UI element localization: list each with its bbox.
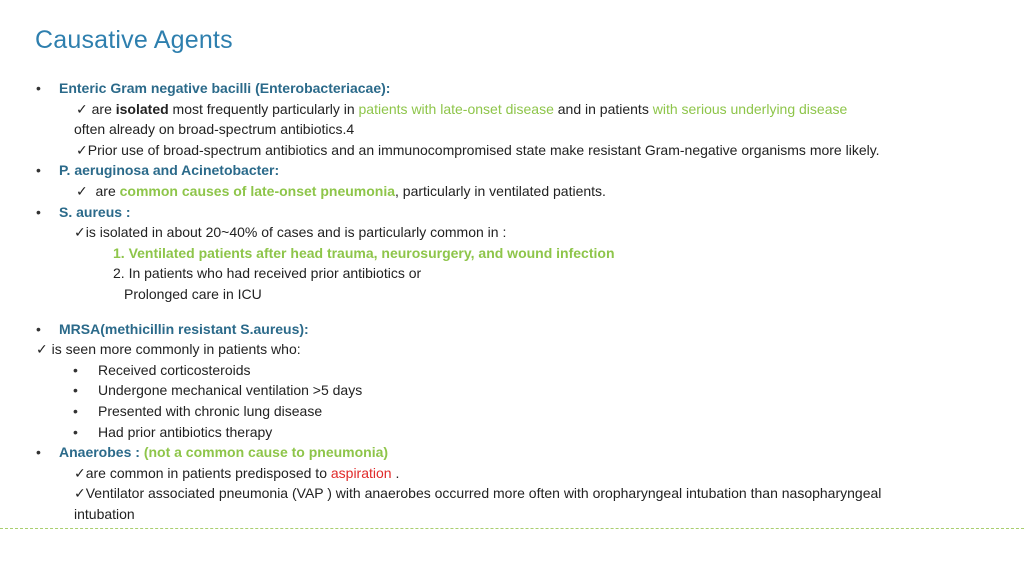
list-item: Presented with chronic lung disease — [98, 402, 323, 419]
anaerobes-note: (not a common cause to pneumonia) — [143, 444, 389, 461]
mrsa-item — [0, 401, 1024, 422]
mrsa-item — [0, 422, 1024, 443]
text: intubation — [74, 505, 135, 522]
text: Prior use of broad-spectrum antibiotics and an immunocompromised state make resistant Gram-negative organisms more likely. — [87, 141, 880, 158]
mrsa-item — [0, 380, 1024, 401]
highlight-text: common causes of late-onset pneumonia — [119, 182, 396, 199]
bullet-dot: • — [36, 162, 41, 179]
list-item: Received corticosteroids — [98, 361, 251, 378]
anaerobes-line-2 — [0, 483, 1024, 504]
bullet-dot: • — [73, 361, 78, 378]
saureus-heading: S. aureus : — [59, 203, 131, 220]
anaerobes-line-3 — [0, 504, 1024, 525]
bullet-saureus — [0, 202, 1024, 223]
highlight-text: with serious underlying disease — [652, 100, 848, 117]
check-icon: ✓ — [76, 182, 88, 199]
enteric-line-3 — [0, 140, 1024, 161]
text: are — [87, 100, 116, 117]
paeruginosa-heading: P. aeruginosa and Acinetobacter: — [59, 162, 280, 179]
text: 2. In patients who had received prior antibiotics or — [113, 265, 422, 282]
enteric-heading: Enteric Gram negative bacilli (Enterobacteriacae): — [59, 80, 391, 96]
bullet-dot: • — [73, 382, 78, 399]
list-item: Had prior antibiotics therapy — [98, 423, 273, 440]
check-icon: ✓ — [76, 141, 88, 158]
text: Ventilator associated pneumonia (VAP ) with anaerobes occurred more often with oropharyngeal intubation than nasopharyngeal — [85, 485, 882, 502]
check-icon: ✓ — [74, 224, 86, 241]
anaerobes-line-1 — [0, 463, 1024, 484]
footer-divider — [0, 528, 1024, 529]
bullet-dot: • — [73, 402, 78, 419]
text: and in patients — [553, 100, 653, 117]
text: . — [391, 464, 400, 481]
anaerobes-heading: Anaerobes : — [59, 444, 144, 461]
highlight-text: aspiration — [330, 464, 392, 481]
check-icon: ✓ — [76, 100, 88, 117]
bullet-dot: • — [36, 444, 41, 461]
text: Prolonged care in ICU — [124, 285, 262, 302]
bullet-mrsa — [0, 319, 1024, 340]
mrsa-item — [0, 360, 1024, 381]
bullet-dot: • — [73, 423, 78, 440]
bullet-dot: • — [36, 320, 41, 337]
bullet-enteric — [0, 78, 1024, 99]
enteric-line-1 — [0, 99, 1024, 120]
check-icon: ✓ — [74, 464, 86, 481]
bullet-dot: • — [36, 203, 41, 220]
text: often already on broad-spectrum antibiotics.4 — [74, 121, 355, 138]
text: , particularly in ventilated patients. — [395, 182, 606, 199]
mrsa-line-1 — [0, 339, 1024, 360]
saureus-item-2 — [0, 263, 1024, 284]
bullet-anaerobes — [0, 442, 1024, 463]
enteric-line-2 — [0, 119, 1024, 140]
slide-content — [0, 78, 1024, 524]
mrsa-heading: MRSA(methicillin resistant S.aureus): — [59, 320, 309, 337]
text: are common in patients predisposed to — [85, 464, 331, 481]
paeruginosa-line-1 — [0, 181, 1024, 202]
text-bold: isolated — [115, 100, 169, 117]
list-item: Undergone mechanical ventilation >5 days — [98, 382, 363, 399]
text: most frequently particularly in — [168, 100, 359, 117]
bullet-paeruginosa — [0, 160, 1024, 181]
page-title: Causative Agents — [35, 26, 233, 54]
bullet-dot: • — [36, 80, 41, 96]
saureus-item-3 — [0, 284, 1024, 305]
text: are — [87, 182, 120, 199]
highlight-text: 1. Ventilated patients after head trauma, neurosurgery, and wound infection — [113, 244, 615, 261]
saureus-item-1 — [0, 243, 1024, 264]
text: is isolated in about 20~40% of cases and is particularly common in : — [85, 224, 507, 241]
text: is seen more commonly in patients who: — [47, 341, 301, 358]
check-icon: ✓ — [36, 341, 48, 358]
highlight-text: patients with late-onset disease — [358, 100, 554, 117]
check-icon: ✓ — [74, 485, 86, 502]
spacer — [0, 305, 1024, 319]
saureus-line-1 — [0, 222, 1024, 243]
